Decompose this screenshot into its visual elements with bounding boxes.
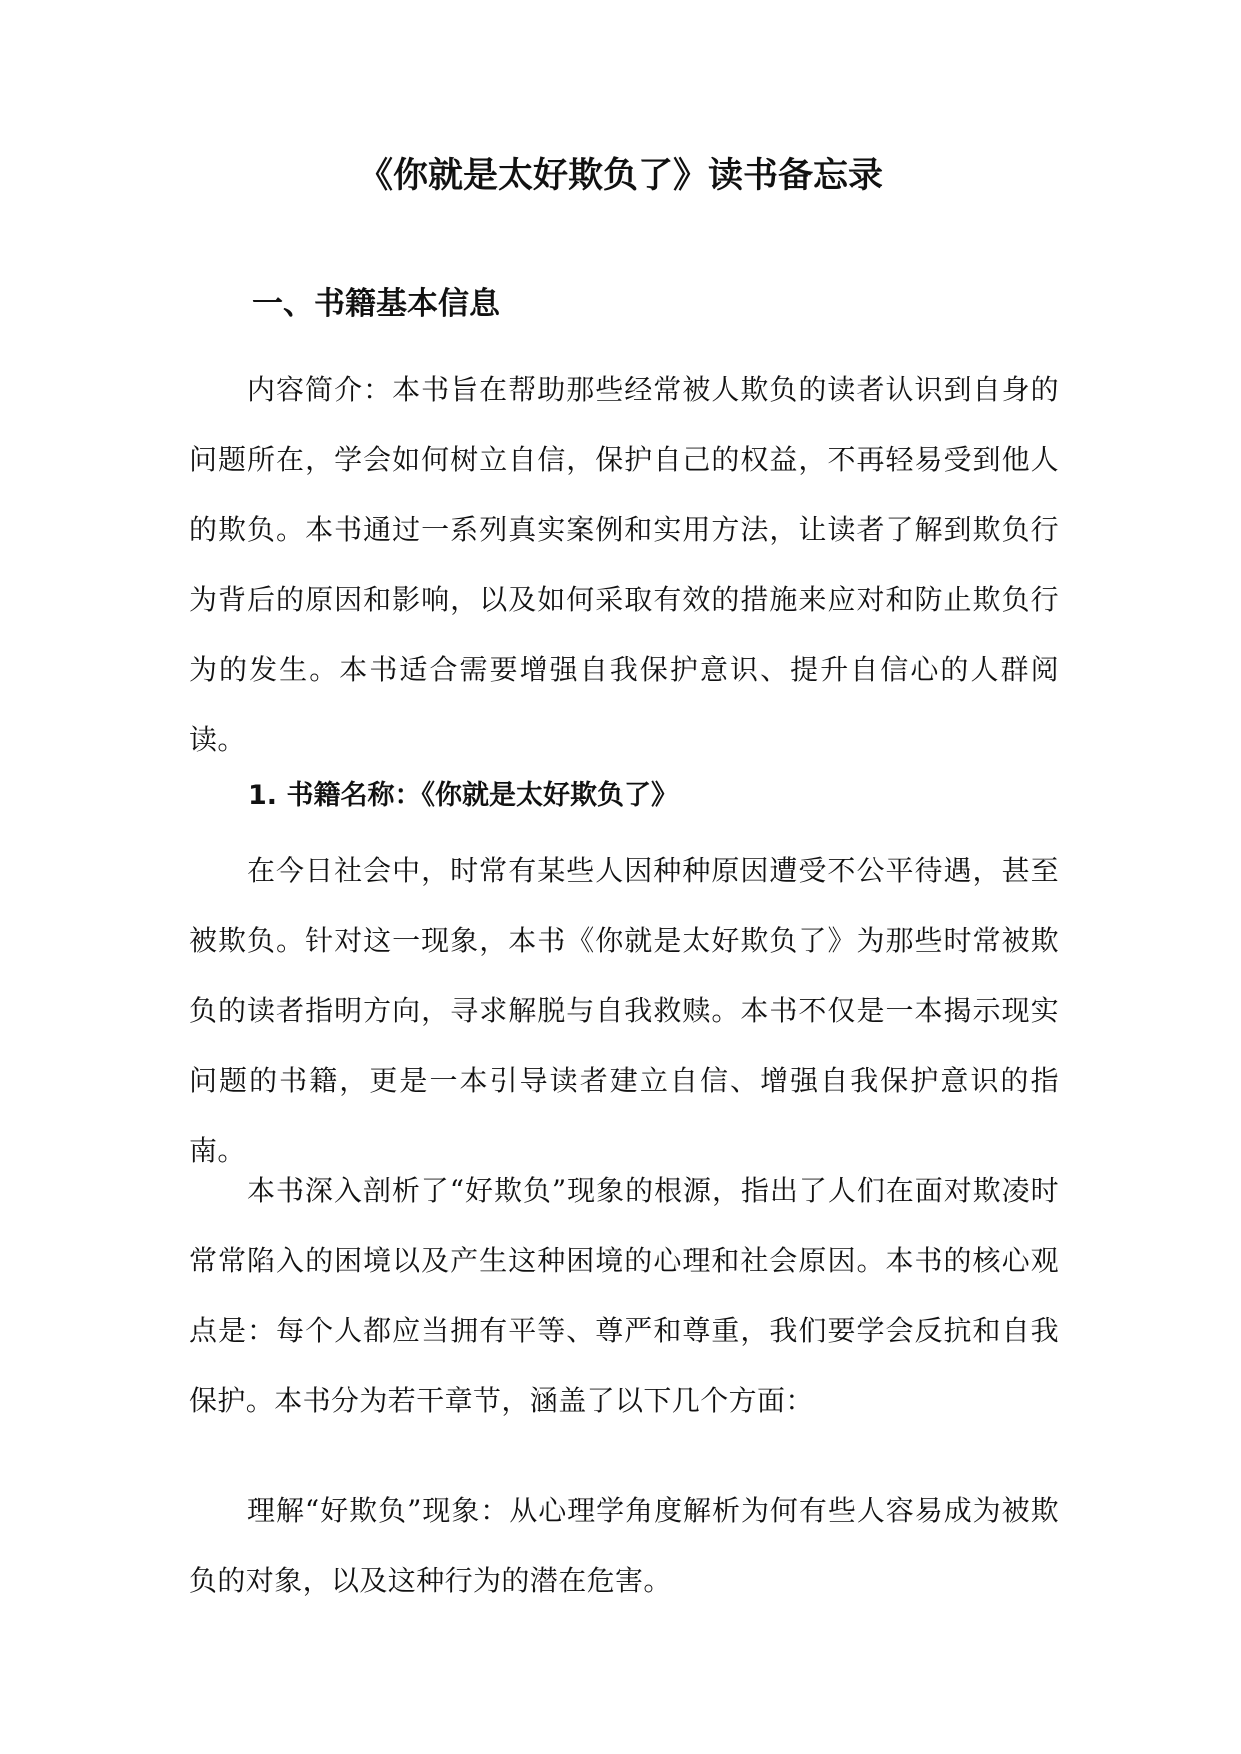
body-paragraph: 本书深入剖析了“好欺负”现象的根源，指出了人们在面对欺凌时常常陷入的困境以及产生这种困境的心理和社会原因。本书的核心观点是：每个人都应当拥有平等、尊严和尊重，我们要学会反抗和自我保护。本书分为若干章节，涵盖了以下几个方面：: [189, 1174, 1059, 1417]
subsection-heading-book-name: 1. 书籍名称：《你就是太好欺负了》: [248, 780, 678, 811]
body-paragraph: 在今日社会中，时常有某些人因种种原因遭受不公平待遇，甚至被欺负。针对这一现象，本书《你就是太好欺负了》为那些时常被欺负的读者指明方向，寻求解脱与自我救赎。本书不仅是一本揭示现实问题的书籍，更是一本引导读者建立自信、增强自我保护意识的指南。: [189, 854, 1059, 1167]
section-heading-basic-info: 一、书籍基本信息: [252, 286, 500, 322]
body-paragraph: 理解“好欺负”现象：从心理学角度解析为何有些人容易成为被欺负的对象，以及这种行为的潜在危害。: [189, 1494, 1059, 1597]
intro-paragraph: 内容简介：本书旨在帮助那些经常被人欺负的读者认识到自身的问题所在，学会如何树立自信，保护自己的权益，不再轻易受到他人的欺负。本书通过一系列真实案例和实用方法，让读者了解到欺负行为背后的原因和影响，以及如何采取有效的措施来应对和防止欺负行为的发生。本书适合需要增强自我保护意识、提升自信心的人群阅读。: [189, 373, 1059, 756]
document-title: 《你就是太好欺负了》读书备忘录: [357, 156, 883, 196]
